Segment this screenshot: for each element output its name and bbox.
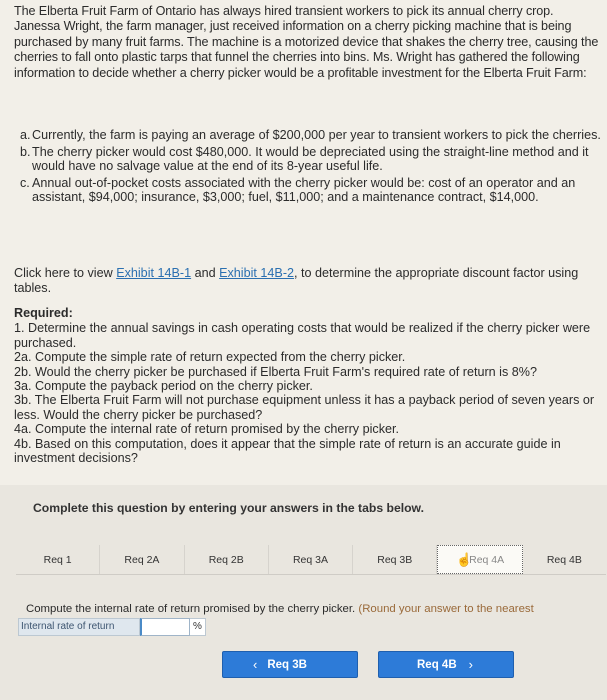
- required-item: 3b. The Elberta Fruit Farm will not purchase equipment unless it has a payback period of seven years or less. Would the cherry picker be purchased?: [14, 393, 595, 422]
- required-item: 2b. Would the cherry picker be purchased if Elberta Fruit Farm's required rate of return is 8%?: [14, 364, 537, 379]
- answer-panel: [0, 485, 607, 700]
- facts-list: [20, 128, 602, 207]
- exhibit-14b-2-link[interactable]: Exhibit 14B-2: [219, 266, 295, 280]
- list-item: [20, 145, 602, 174]
- exhibit-14b-1-link[interactable]: Exhibit 14B-1: [116, 266, 192, 280]
- answer-row: [18, 618, 206, 636]
- required-item: 1. Determine the annual savings in cash operating costs that would be realized if the cherry picker were purchased.: [14, 321, 591, 350]
- required-heading: Required:: [14, 306, 73, 320]
- instruction-text: [26, 603, 534, 615]
- exhibit-instructions: [14, 266, 599, 296]
- tab-req-4b[interactable]: Req 4B: [546, 553, 582, 566]
- click-prefix: Click here to view: [14, 266, 117, 280]
- hand-pointer-icon: ☝: [455, 551, 473, 567]
- item-text: The cherry picker would cost $480,000. It would be depreciated using the straight-line method and it would have no salvage value at the end of its 8-year useful life.: [32, 144, 589, 174]
- tab-label: Req 4A: [469, 553, 505, 566]
- next-req-button[interactable]: [378, 651, 514, 678]
- panel-title: Complete this question by entering your answers in the tabs below.: [33, 501, 424, 515]
- required-item: 4a. Compute the internal rate of return promised by the cherry picker.: [14, 422, 400, 437]
- next-label: Req 4B: [417, 658, 457, 671]
- item-label: b.: [20, 144, 31, 159]
- instruction-main: Compute the internal rate of return promised by the cherry picker.: [26, 603, 356, 615]
- tab-req-2b[interactable]: Req 2B: [185, 545, 269, 574]
- item-label: c.: [20, 175, 30, 190]
- tab-req-4a[interactable]: [437, 545, 522, 574]
- item-text: Annual out-of-pocket costs associated with the cherry picker would be: cost of an operator and an assistant, $94,000; insurance, $3,000; fuel, $11,000; and a maintenance contract, $14,000.: [32, 175, 576, 205]
- item-text: Currently, the farm is paying an average of $200,000 per year to transient workers to pick the cherries.: [32, 128, 601, 142]
- tab-req-2a[interactable]: Req 2A: [100, 545, 184, 574]
- instruction-note: (Round your answer to the nearest: [358, 603, 534, 615]
- click-suffix: , to determine the appropriate discount factor using tables.: [14, 266, 579, 295]
- answer-label: Internal rate of return: [18, 618, 140, 636]
- click-mid: and: [191, 266, 220, 280]
- required-item: 2a. Compute the simple rate of return expected from the cherry picker.: [14, 350, 406, 365]
- chevron-left-icon: ‹: [253, 657, 258, 672]
- required-section: [14, 306, 604, 465]
- irr-input[interactable]: [140, 618, 190, 636]
- percent-unit: %: [190, 618, 206, 636]
- list-item: [20, 176, 602, 205]
- prev-req-button[interactable]: [222, 651, 358, 678]
- list-item: [20, 128, 602, 143]
- item-label: a.: [20, 128, 31, 142]
- requirement-tabs: [16, 545, 606, 575]
- problem-intro: The Elberta Fruit Farm of Ontario has always hired transient workers to pick its annual cherry crop. Janessa Wright, the farm manager, just received information on a cherry picking machine that is being purchased by many fruit farms. The machine is a motorized device that shakes the cherry tree, causing the cherries to fall onto plastic tarps that funnel the cherries into bins. Ms. Wright has gathered the following information to decide whether a cherry picker would be a profitable investment for the Elberta Fruit Farm:: [14, 4, 599, 80]
- tab-req-1[interactable]: Req 1: [16, 545, 100, 574]
- required-item: 3a. Compute the payback period on the cherry picker.: [14, 379, 313, 394]
- tab-req-3a[interactable]: Req 3A: [269, 545, 353, 574]
- tab-req-3b[interactable]: Req 3B: [353, 545, 437, 574]
- required-item: 4b. Based on this computation, does it appear that the simple rate of return is an accurate guide in investment decisions?: [14, 436, 561, 466]
- prev-label: Req 3B: [267, 658, 307, 671]
- chevron-right-icon: ›: [468, 657, 473, 672]
